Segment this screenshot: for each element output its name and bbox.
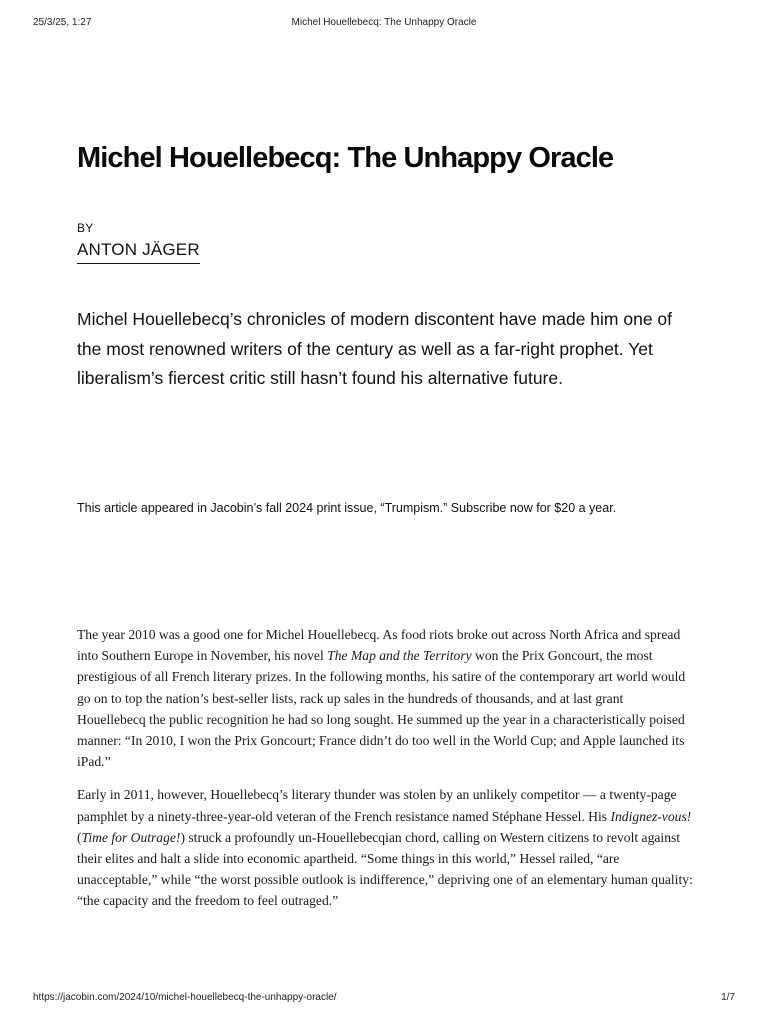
article-title: Michel Houellebecq: The Unhappy Oracle <box>77 142 614 174</box>
page-number: 1/7 <box>721 992 735 1003</box>
book-title: Time for Outrage! <box>81 829 181 845</box>
body-paragraph <box>77 784 695 911</box>
text-run: The year 2010 was a good one for Michel Houellebecq. As food riots broke out across North Africa and spread into Southern Europe in November, his novel <box>77 627 681 664</box>
print-date: 25/3/25, 1:27 <box>33 17 92 28</box>
text-run: ) struck a profoundly un-Houellebecqian chord, calling on Western citizens to revolt against their elites and halt a slide into economic apartheid. “Some things in this world,” Hessel railed, “are unacceptable,” while “the worst possible outlook is indifference,” depriving one of an elementary human quality: “the capacity and the freedom to feel outraged.” <box>77 829 693 909</box>
article-dek: Michel Houellebecq’s chronicles of modern discontent have made him one of the most renowned writers of the century as well as a far-right prophet. Yet liberalism’s fiercest critic still hasn’t found his alternative future. <box>77 309 673 388</box>
author-link[interactable]: ANTON JÄGER <box>77 239 200 264</box>
byline-label: BY <box>77 221 94 235</box>
print-footer <box>33 992 735 1006</box>
print-url: https://jacobin.com/2024/10/michel-houellebecq-the-unhappy-oracle/ <box>33 992 337 1003</box>
book-title: Indignez-vous! <box>610 808 692 824</box>
body-paragraph <box>77 624 695 772</box>
text-run: ( <box>77 829 82 845</box>
print-header <box>33 17 735 31</box>
text-run: Early in 2011, however, Houellebecq’s literary thunder was stolen by an unlikely competitor — a twenty-page pamphlet by a ninety-three-year-old veteran of the French resistance named Stéphane Hessel. His <box>77 787 677 824</box>
print-issue-note: This article appeared in Jacobin’s fall 2024 print issue, “Trumpism.” Subscribe now for $20 a year. <box>77 501 617 515</box>
article-body <box>77 624 695 924</box>
text-run: won the Prix Goncourt, the most prestigious of all French literary prizes. In the following months, his satire of the contemporary art world would go on to top the nation’s best-seller lists, rack up sales in the hundreds of thousands, and at last grant Houellebecq the public recognition he had so long sought. He summed up the year in a characteristically poised manner: “In 2010, I won the Prix Goncourt; France didn’t do too well in the World Cup; and Apple launched its iPad.” <box>77 648 686 770</box>
book-title: The Map and the Territory <box>327 648 472 664</box>
print-page-title: Michel Houellebecq: The Unhappy Oracle <box>291 17 477 28</box>
